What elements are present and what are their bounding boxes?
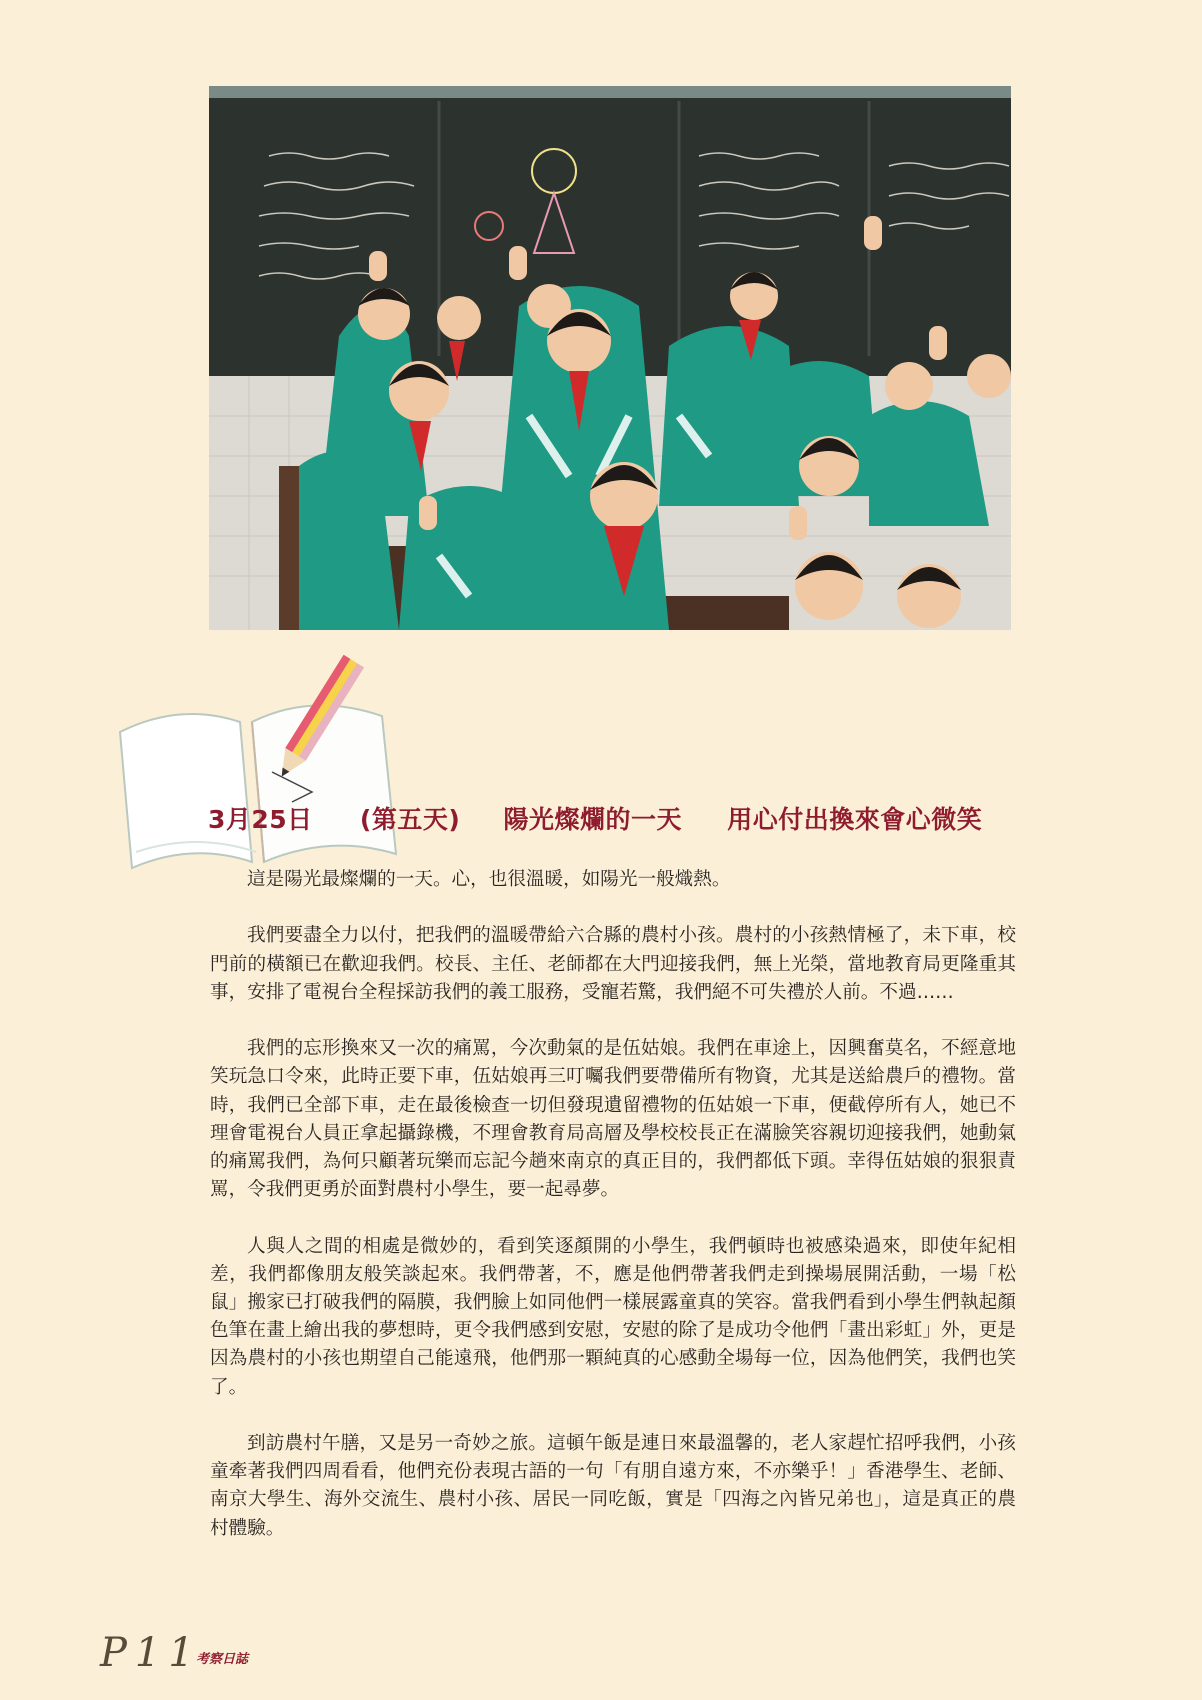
paragraph: 我們要盡全力以付，把我們的溫暖帶給六合縣的農村小孩。農村的小孩熱情極了，未下車，校門前的橫額已在歡迎我們。校長、主任、老師都在大門迎接我們，無上光榮，當地教育局更隆重其事，安排了電視台全程採訪我們的義工服務，受寵若驚，我們絕不可失禮於人前。不過…… [210, 925, 1016, 1003]
heading-date: 3月25日 [208, 805, 313, 834]
paragraph: 我們的忘形換來又一次的痛罵，今次動氣的是伍姑娘。我們在車途上，因興奮莫名，不經意地笑玩急口令來，此時正要下車，伍姑娘再三叮囑我們要帶備所有物資，尤其是送給農戶的禮物。當時，我們已全部下車，走在最後檢查一切但發現遺留禮物的伍姑娘一下車，便截停所有人，她已不理會電視台人員正拿起攝錄機，不理會教育局高層及學校校長正在滿臉笑容親切迎接我們，她動氣的痛罵我們，為何只顧著玩樂而忘記今趟來南京的真正目的，我們都低下頭。幸得伍姑娘的狠狠責罵，令我們更勇於面對農村小學生，要一起尋夢。 [210, 1038, 1016, 1201]
page-number: P11 [100, 1630, 202, 1676]
paragraph: 這是陽光最燦爛的一天。心，也很溫暖，如陽光一般熾熱。 [247, 869, 731, 890]
notebook-pencil-illustration [112, 652, 402, 872]
heading-title-2: 用心付出換來會心微笑 [727, 805, 983, 834]
heading-title-1: 陽光燦爛的一天 [503, 805, 682, 834]
paragraph: 人與人之間的相處是微妙的，看到笑逐顏開的小學生，我們頓時也被感染過來，即使年紀相差，我們都像朋友般笑談起來。我們帶著，不，應是他們帶著我們走到操場展開活動，一場「松鼠」搬家已打破我們的隔膜，我們臉上如同他們一樣展露童真的笑容。當我們看到小學生們執起顏色筆在畫上繪出我的夢想時，更令我們感到安慰，安慰的除了是成功令他們「畫出彩虹」外，更是因為農村的小孩也期望自己能遠飛，他們那一顆純真的心感動全場每一位，因為他們笑，我們也笑了。 [210, 1235, 1016, 1398]
class-photo [209, 86, 1011, 630]
article-heading [208, 800, 1028, 836]
heading-day: (第五天) [359, 805, 461, 834]
paragraph: 到訪農村午膳，又是另一奇妙之旅。這頓午飯是連日來最溫馨的，老人家趕忙招呼我們，小孩童牽著我們四周看看，他們充份表現古語的一句「有朋自遠方來，不亦樂乎！」香港學生、老師、南京大學生、海外交流生、農村小孩、居民一同吃飯，實是「四海之內皆兄弟也」，這是真正的農村體驗。 [210, 1433, 1016, 1539]
article-body [210, 866, 1016, 1571]
footer-title: 考察日誌 [196, 1652, 249, 1667]
